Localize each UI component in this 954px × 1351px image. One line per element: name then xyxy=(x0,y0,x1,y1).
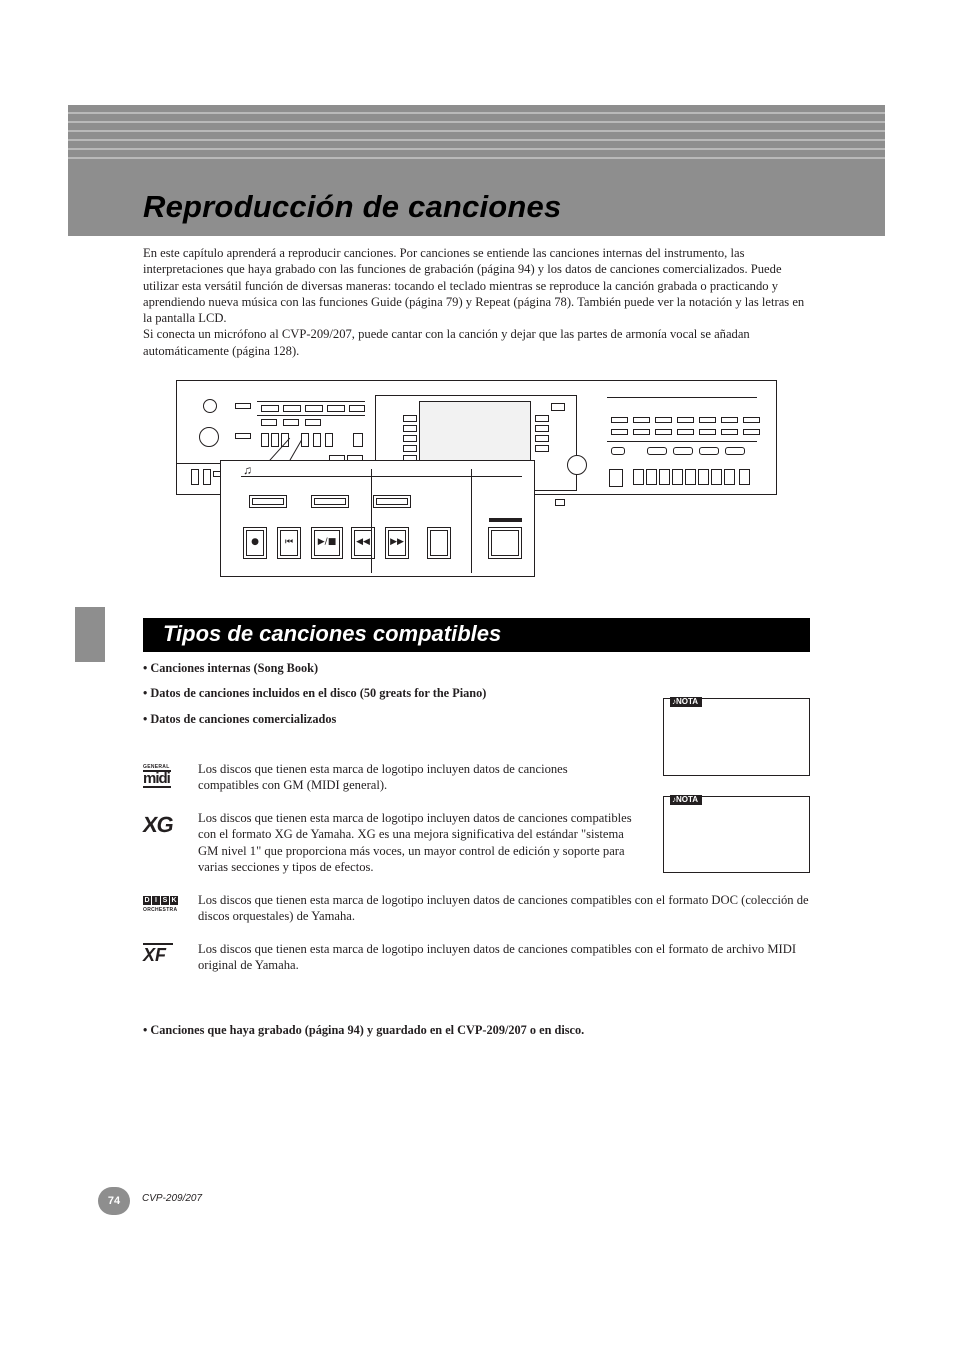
top-button xyxy=(277,527,301,559)
lcd-side-button xyxy=(535,445,549,452)
nota-label: NOTA xyxy=(676,795,699,804)
bullet-item: • Canciones internas (Song Book) xyxy=(143,661,319,675)
song-controls-zoom xyxy=(220,460,535,577)
xg-description: Los discos que tienen esta marca de logotipo incluyen datos de canciones compatibles con el formato XG de Yamaha. XG es una mejora significativa del estándar "sistema GM nivel 1" que proporciona más voces, un mayor control de edición y soporte para varias secciones y tipos de efectos. xyxy=(198,811,632,874)
panel-button xyxy=(699,417,716,423)
panel-button xyxy=(677,429,694,435)
song-button-lamp xyxy=(489,518,522,522)
music-note-icon: ♫ xyxy=(243,463,252,477)
lcd-side-button xyxy=(403,445,417,452)
page-number: 74 xyxy=(98,1187,130,1215)
lcd-screen xyxy=(419,401,531,468)
song-button xyxy=(488,527,522,559)
panel-button xyxy=(191,469,199,485)
fast-forward-icon: ▶▶ xyxy=(390,537,404,547)
panel-button xyxy=(551,403,565,411)
model-name: CVP-209/207 xyxy=(142,1193,203,1204)
panel-button xyxy=(725,447,745,455)
bullet-item: • Datos de canciones comercializados xyxy=(143,712,337,726)
start-stop-button xyxy=(311,527,343,559)
intro-text xyxy=(143,245,811,359)
doc-logo xyxy=(143,896,181,913)
panel-button xyxy=(655,417,672,423)
doc-logo-sub: ORCHESTRA xyxy=(143,907,178,913)
panel-button xyxy=(633,417,650,423)
panel-button xyxy=(609,469,623,487)
lcd-side-button xyxy=(403,435,417,442)
panel-button xyxy=(235,403,251,409)
data-dial-icon xyxy=(567,455,587,475)
panel-button xyxy=(283,419,299,426)
nota-badge: ♪NOTA xyxy=(670,795,702,805)
panel-button xyxy=(555,499,565,506)
nota-label: NOTA xyxy=(676,697,699,706)
panel-button xyxy=(721,429,738,435)
gm-logo-line2: midi xyxy=(143,770,170,787)
panel-button xyxy=(305,405,323,412)
panel-button xyxy=(646,469,657,485)
panel-button xyxy=(261,433,269,447)
panel-button xyxy=(698,469,709,485)
panel-button xyxy=(685,469,696,485)
panel-button xyxy=(611,447,625,455)
panel-button xyxy=(721,417,738,423)
doc-description: Los discos que tienen esta marca de logotipo incluyen datos de canciones compatibles con el formato DOC (colección de discos orquestales) de Yamaha. xyxy=(198,893,809,924)
chapter-banner xyxy=(68,105,885,236)
panel-button xyxy=(349,405,365,412)
panel-button xyxy=(611,417,628,423)
nota-badge: ♪NOTA xyxy=(670,697,702,707)
song-panel-button-1 xyxy=(249,495,287,508)
panel-divider xyxy=(471,469,472,573)
panel-button xyxy=(611,429,628,435)
play-stop-icon: ▶/■ xyxy=(317,537,337,547)
section-title: Tipos de canciones compatibles xyxy=(163,621,502,646)
banner-stripes xyxy=(68,105,885,161)
panel-button xyxy=(677,417,694,423)
xf-logo-text: XF xyxy=(143,945,167,965)
panel-button xyxy=(711,469,722,485)
intro-paragraph-1: En este capítulo aprenderá a reproducir canciones. Por canciones se entiende las canciones internas del instrumento, las interpretaciones que haya grabado con las funciones de grabación (página 94) y los datos de canciones comercializados. Puede utilizar esta versátil función de diversas maneras: tocando el teclado mientras se reproduce la canción grabada o practicando y aprendiendo nueva música con las funciones Guide (página 79) y Repeat (página 78). También puede ver la notación y las letras en la pantalla LCD. xyxy=(143,246,805,326)
lcd-side-button xyxy=(535,435,549,442)
doc-letter: K xyxy=(171,897,177,904)
bullet-item: • Datos de canciones incluidos en el disco (50 greats for the Piano) xyxy=(143,686,487,700)
panel-button xyxy=(647,447,667,455)
panel-button xyxy=(261,419,277,426)
gm-logo xyxy=(143,764,173,788)
record-button xyxy=(243,527,267,559)
panel-button xyxy=(353,433,363,447)
panel-button xyxy=(235,433,251,439)
lcd-side-button xyxy=(535,415,549,422)
panel-button xyxy=(325,433,333,447)
panel-button xyxy=(633,469,644,485)
panel-button xyxy=(659,469,670,485)
doc-letter: S xyxy=(162,897,168,904)
panel-button xyxy=(743,417,760,423)
master-volume-knob-icon xyxy=(199,427,219,447)
pause-button xyxy=(427,527,451,559)
panel-button xyxy=(672,469,683,485)
lcd-side-button xyxy=(403,425,417,432)
panel-button xyxy=(633,429,650,435)
panel-divider xyxy=(371,469,372,573)
gm-logo-line1: GENERAL xyxy=(143,764,170,770)
doc-letter: I xyxy=(152,896,160,905)
chapter-side-tab xyxy=(75,607,105,662)
panel-button xyxy=(655,429,672,435)
panel-divider xyxy=(257,401,365,402)
panel-button xyxy=(261,405,279,412)
lcd-side-button xyxy=(535,425,549,432)
panel-divider xyxy=(241,476,522,477)
fast-forward-button xyxy=(385,527,409,559)
panel-button xyxy=(327,405,345,412)
panel-button xyxy=(673,447,693,455)
panel-button xyxy=(699,447,719,455)
chapter-title: Reproducción de canciones xyxy=(143,189,562,224)
panel-button xyxy=(699,429,716,435)
panel-button xyxy=(301,433,309,447)
intro-paragraph-2: Si conecta un micrófono al CVP-209/207, puede cantar con la canción y dejar que las partes de armonía vocal se añadan automáticamente (página 128). xyxy=(143,327,750,358)
xg-logo: XG xyxy=(141,812,175,837)
song-panel-button-3 xyxy=(373,495,411,508)
panel-divider xyxy=(607,441,757,442)
panel-button xyxy=(203,469,211,485)
panel-button xyxy=(739,469,750,485)
xf-description: Los discos que tienen esta marca de logotipo incluyen datos de canciones compatibles con el formato de archivo MIDI original de Yamaha. xyxy=(198,942,797,973)
panel-button xyxy=(313,433,321,447)
panel-button xyxy=(724,469,735,485)
bullet-item: • Canciones que haya grabado (página 94) y guardado en el CVP-209/207 o en disco. xyxy=(143,1023,585,1037)
nota-box xyxy=(663,698,810,776)
panel-button xyxy=(271,433,279,447)
knob-icon xyxy=(203,399,217,413)
gm-description: Los discos que tienen esta marca de logotipo incluyen datos de canciones compatibles con GM (MIDI general). xyxy=(198,762,568,793)
rewind-icon: ◀◀ xyxy=(356,537,370,547)
panel-divider xyxy=(607,397,757,398)
doc-letter: D xyxy=(144,897,150,904)
panel-button xyxy=(305,419,321,426)
doc-logo-letters xyxy=(143,896,181,905)
panel-button xyxy=(743,429,760,435)
xf-logo xyxy=(143,943,173,967)
record-icon: ● xyxy=(251,537,259,547)
lcd-side-button xyxy=(403,415,417,422)
panel-divider xyxy=(257,415,365,416)
section-header xyxy=(143,618,810,652)
nota-box xyxy=(663,796,810,873)
top-icon: ⏮ xyxy=(284,537,294,547)
panel-button xyxy=(283,405,301,412)
song-panel-button-2 xyxy=(311,495,349,508)
